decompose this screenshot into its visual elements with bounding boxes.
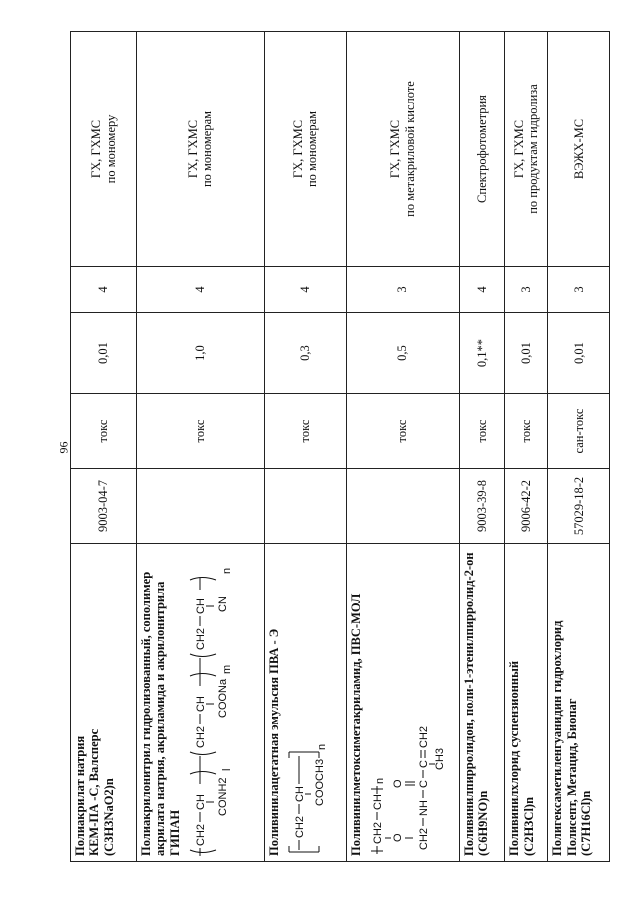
hazard-indicator: токс: [459, 394, 505, 469]
method-note: по мономерам: [200, 110, 215, 188]
cas-number: 9006-42-2: [505, 469, 548, 544]
svg-text:CH2: CH2: [195, 823, 208, 846]
page-number: 96: [56, 441, 71, 454]
limit-value: 0,1**: [459, 313, 505, 394]
hazard-indicator: сан-токс: [548, 394, 610, 469]
chemical-formula: (C7H16Cl)n: [579, 790, 594, 856]
cas-number: 9003-39-8: [459, 469, 505, 544]
method-main: ГХ, ГХМС: [290, 119, 305, 179]
limit-value: 0,01: [505, 313, 548, 394]
svg-text:n: n: [221, 567, 234, 574]
cas-number: 9003-04-7: [71, 469, 137, 544]
method-main: ГХ, ГХМС: [511, 119, 526, 179]
svg-text:m: m: [221, 664, 234, 674]
method-note: по мономеру: [103, 114, 118, 184]
svg-text:CH: CH: [371, 794, 384, 810]
svg-text:n: n: [373, 777, 386, 784]
table-row: [71, 32, 137, 862]
svg-text:COONa: COONa: [217, 678, 230, 718]
substance-name-cell: [137, 544, 265, 862]
substance-name: Полиакрилонитрил гидролизованный, сополимер акрилата натрия, акриламида и акрилонитрила: [139, 571, 168, 856]
method-main: ГХ, ГХМС: [388, 119, 403, 179]
rotated-table-container: [70, 32, 610, 862]
svg-text:n: n: [315, 743, 328, 750]
substance-name: Поливинилхлорид суспензионный: [507, 660, 522, 856]
table-row: [137, 32, 265, 862]
hazard-class: 3: [548, 267, 610, 313]
method-main: ГХ, ГХМС: [89, 119, 104, 179]
hazard-class: 4: [137, 267, 265, 313]
table-row: [264, 32, 346, 862]
hazard-class: 4: [264, 267, 346, 313]
cas-number: [137, 469, 265, 544]
substance-name-cell: [505, 544, 548, 862]
method-note: по продуктам гидролиза: [526, 84, 541, 214]
svg-text:CH2: CH2: [417, 827, 430, 850]
table-row: [505, 32, 548, 862]
substance-name-cell: [264, 544, 346, 862]
trade-names: КЕМ-ПА -С, Валсперс: [87, 728, 102, 856]
method-main: Спектрофотометрия: [474, 95, 489, 203]
substance-name: Полиакрилат натрия: [73, 735, 87, 856]
svg-text:CH: CH: [293, 786, 306, 802]
svg-text:CH3: CH3: [433, 747, 446, 770]
trade-names: ГИПАН: [167, 809, 182, 856]
chemical-formula: (C3H3NaO2)n: [101, 778, 116, 856]
limit-value: 0,5: [346, 313, 459, 394]
svg-text:COOCH3: COOCH3: [313, 758, 326, 806]
limit-value: 0,01: [71, 313, 137, 394]
svg-text:C: C: [417, 780, 430, 788]
method-main: ГХ, ГХМС: [185, 119, 200, 179]
table-row: [346, 32, 459, 862]
hazard-indicator: токс: [505, 394, 548, 469]
svg-text:CH2: CH2: [417, 725, 430, 748]
svg-text:O: O: [391, 779, 404, 788]
substance-name: Поливинилметоксиметакриламид, ПВС-МОЛ: [348, 593, 363, 856]
substance-name: Полигексаметиленгуанидин гидрохлорид: [550, 620, 565, 856]
hazard-indicator: токс: [71, 394, 137, 469]
trade-names: Полисепт, Метацид, Биопаг: [564, 698, 579, 856]
cas-number: 57029-18-2: [548, 469, 610, 544]
structural-formula-gipan: [186, 549, 234, 856]
cas-number: [346, 469, 459, 544]
hazard-class: 4: [459, 267, 505, 313]
analysis-method: [264, 32, 346, 267]
limit-value: 0,3: [264, 313, 346, 394]
hazard-indicator: токс: [346, 394, 459, 469]
svg-text:O: O: [391, 833, 404, 842]
analysis-method: [459, 32, 505, 267]
hazard-class: 3: [346, 267, 459, 313]
analysis-method: [548, 32, 610, 267]
chemical-formula: (C6H9NO)n: [476, 790, 491, 856]
svg-text:CH: CH: [195, 696, 208, 712]
svg-text:NH: NH: [417, 800, 430, 816]
svg-text:CH2: CH2: [195, 627, 208, 650]
analysis-method: [505, 32, 548, 267]
svg-text:CONH2: CONH2: [217, 777, 230, 816]
method-note: по метакриловой кислоте: [402, 81, 417, 217]
substance-name-cell: [459, 544, 505, 862]
substance-name-cell: [548, 544, 610, 862]
method-main: ВЭЖХ-МС: [571, 118, 586, 180]
analysis-method: [346, 32, 459, 267]
substances-table: [70, 31, 610, 862]
method-note: по мономерам: [305, 110, 320, 188]
substance-name-cell: [346, 544, 459, 862]
svg-text:CH2: CH2: [371, 821, 384, 844]
table-row: [459, 32, 505, 862]
limit-value: 1,0: [137, 313, 265, 394]
hazard-indicator: токс: [264, 394, 346, 469]
structural-formula-pva: [285, 549, 329, 856]
svg-text:CH: CH: [195, 598, 208, 614]
structural-formula-pvs-mol: [367, 549, 446, 856]
hazard-class: 4: [71, 267, 137, 313]
substance-name: Поливинилпирролидон, поли-1-этенилпирролид-2-он: [461, 552, 476, 856]
cas-number: [264, 469, 346, 544]
analysis-method: [71, 32, 137, 267]
svg-text:l: l: [221, 768, 234, 771]
table-row: [548, 32, 610, 862]
chemical-formula: (C2H3Cl)n: [521, 796, 536, 856]
svg-text:CN: CN: [217, 596, 230, 612]
hazard-indicator: токс: [137, 394, 265, 469]
svg-text:C: C: [417, 760, 430, 768]
svg-text:CH2: CH2: [293, 815, 306, 838]
substance-name-cell: [71, 544, 137, 862]
hazard-class: 3: [505, 267, 548, 313]
limit-value: 0,01: [548, 313, 610, 394]
analysis-method: [137, 32, 265, 267]
svg-text:CH: CH: [195, 794, 208, 810]
substance-name: Поливинилацетатная эмульсия ПВА - Э: [266, 628, 281, 856]
svg-text:CH2: CH2: [195, 725, 208, 748]
